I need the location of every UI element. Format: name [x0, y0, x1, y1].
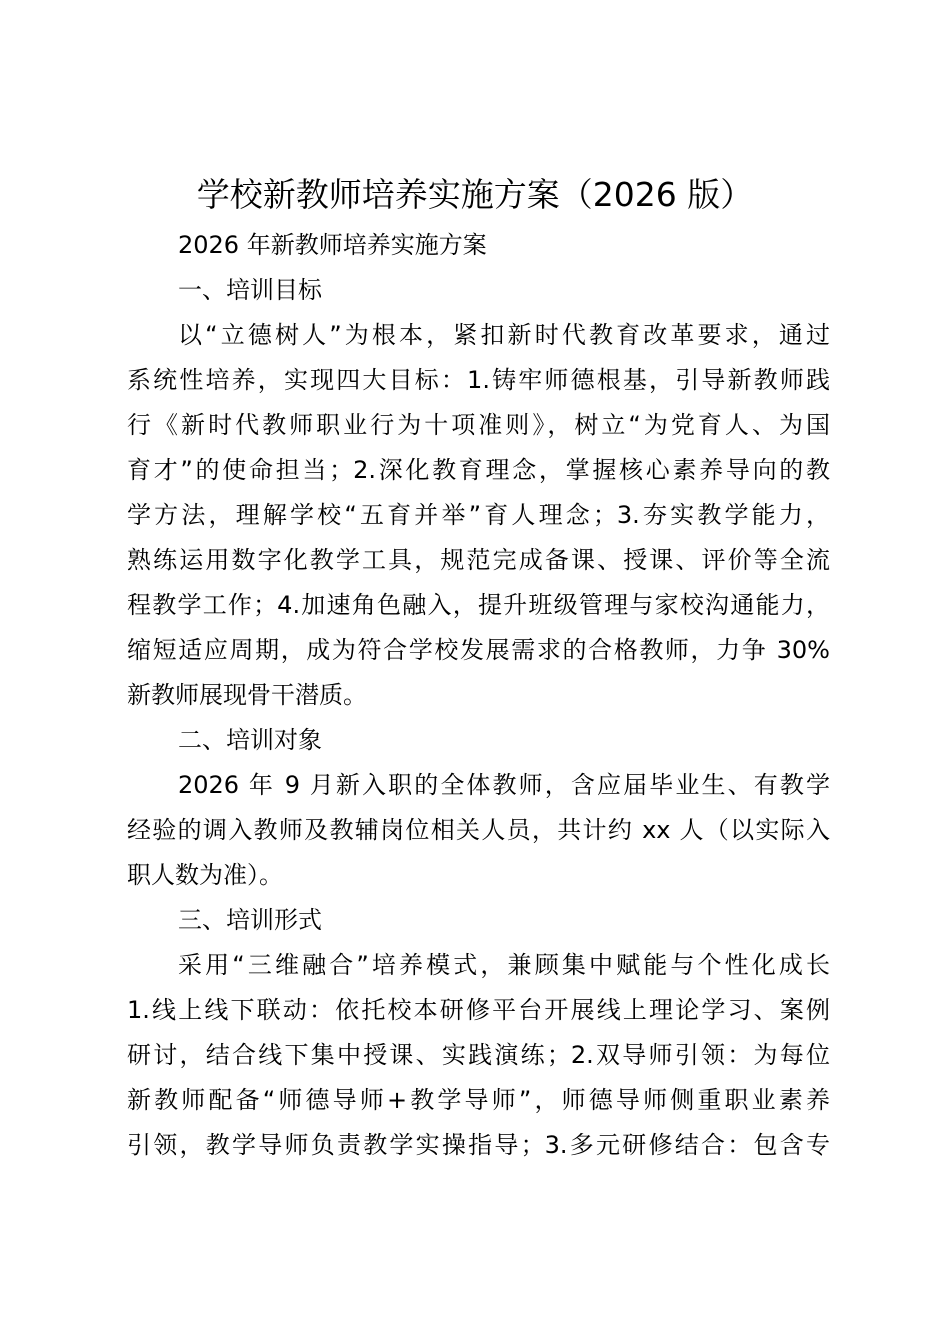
section-heading-format: 三、培训形式: [178, 906, 322, 934]
document-title: 学校新教师培养实施方案（2026 版）: [196, 175, 754, 214]
document-subtitle: 2026 年新教师培养实施方案: [178, 231, 487, 259]
section-heading-goals: 一、培训目标: [178, 276, 322, 304]
paragraph-line: 系统性培养，实现四大目标：1.铸牢师德根基，引导新教师践: [127, 366, 830, 394]
paragraph-line: 引领，教学导师负责教学实操指导；3.多元研修结合：包含专: [127, 1131, 830, 1159]
paragraph-line: 2026 年 9 月新入职的全体教师，含应届毕业生、有教学: [178, 771, 830, 799]
paragraph-line: 缩短适应周期，成为符合学校发展需求的合格教师，力争 30%: [127, 636, 830, 664]
paragraph-line: 熟练运用数字化教学工具，规范完成备课、授课、评价等全流: [127, 546, 830, 574]
paragraph-line: 1.线上线下联动：依托校本研修平台开展线上理论学习、案例: [127, 996, 830, 1024]
paragraph-line: 新教师配备“师德导师+教学导师”，师德导师侧重职业素养: [127, 1086, 830, 1114]
paragraph-line: 经验的调入教师及教辅岗位相关人员，共计约 xx 人（以实际入: [127, 816, 830, 844]
paragraph-line: 行《新时代教师职业行为十项准则》，树立“为党育人、为国: [127, 411, 830, 439]
paragraph-line: 新教师展现骨干潜质。: [127, 681, 367, 709]
paragraph-line: 育才”的使命担当；2.深化教育理念，掌握核心素养导向的教: [127, 456, 830, 484]
paragraph-line: 研讨，结合线下集中授课、实践演练；2.双导师引领：为每位: [127, 1041, 830, 1069]
paragraph-line: 以“立德树人”为根本，紧扣新时代教育改革要求，通过: [178, 321, 830, 349]
section-heading-audience: 二、培训对象: [178, 726, 322, 754]
paragraph-line: 学方法，理解学校“五育并举”育人理念；3.夯实教学能力，: [127, 501, 830, 529]
paragraph-line: 采用“三维融合”培养模式，兼顾集中赋能与个性化成长: [178, 951, 830, 979]
paragraph-line: 程教学工作；4.加速角色融入，提升班级管理与家校沟通能力，: [127, 591, 830, 619]
paragraph-line: 职人数为准）。: [127, 861, 283, 889]
